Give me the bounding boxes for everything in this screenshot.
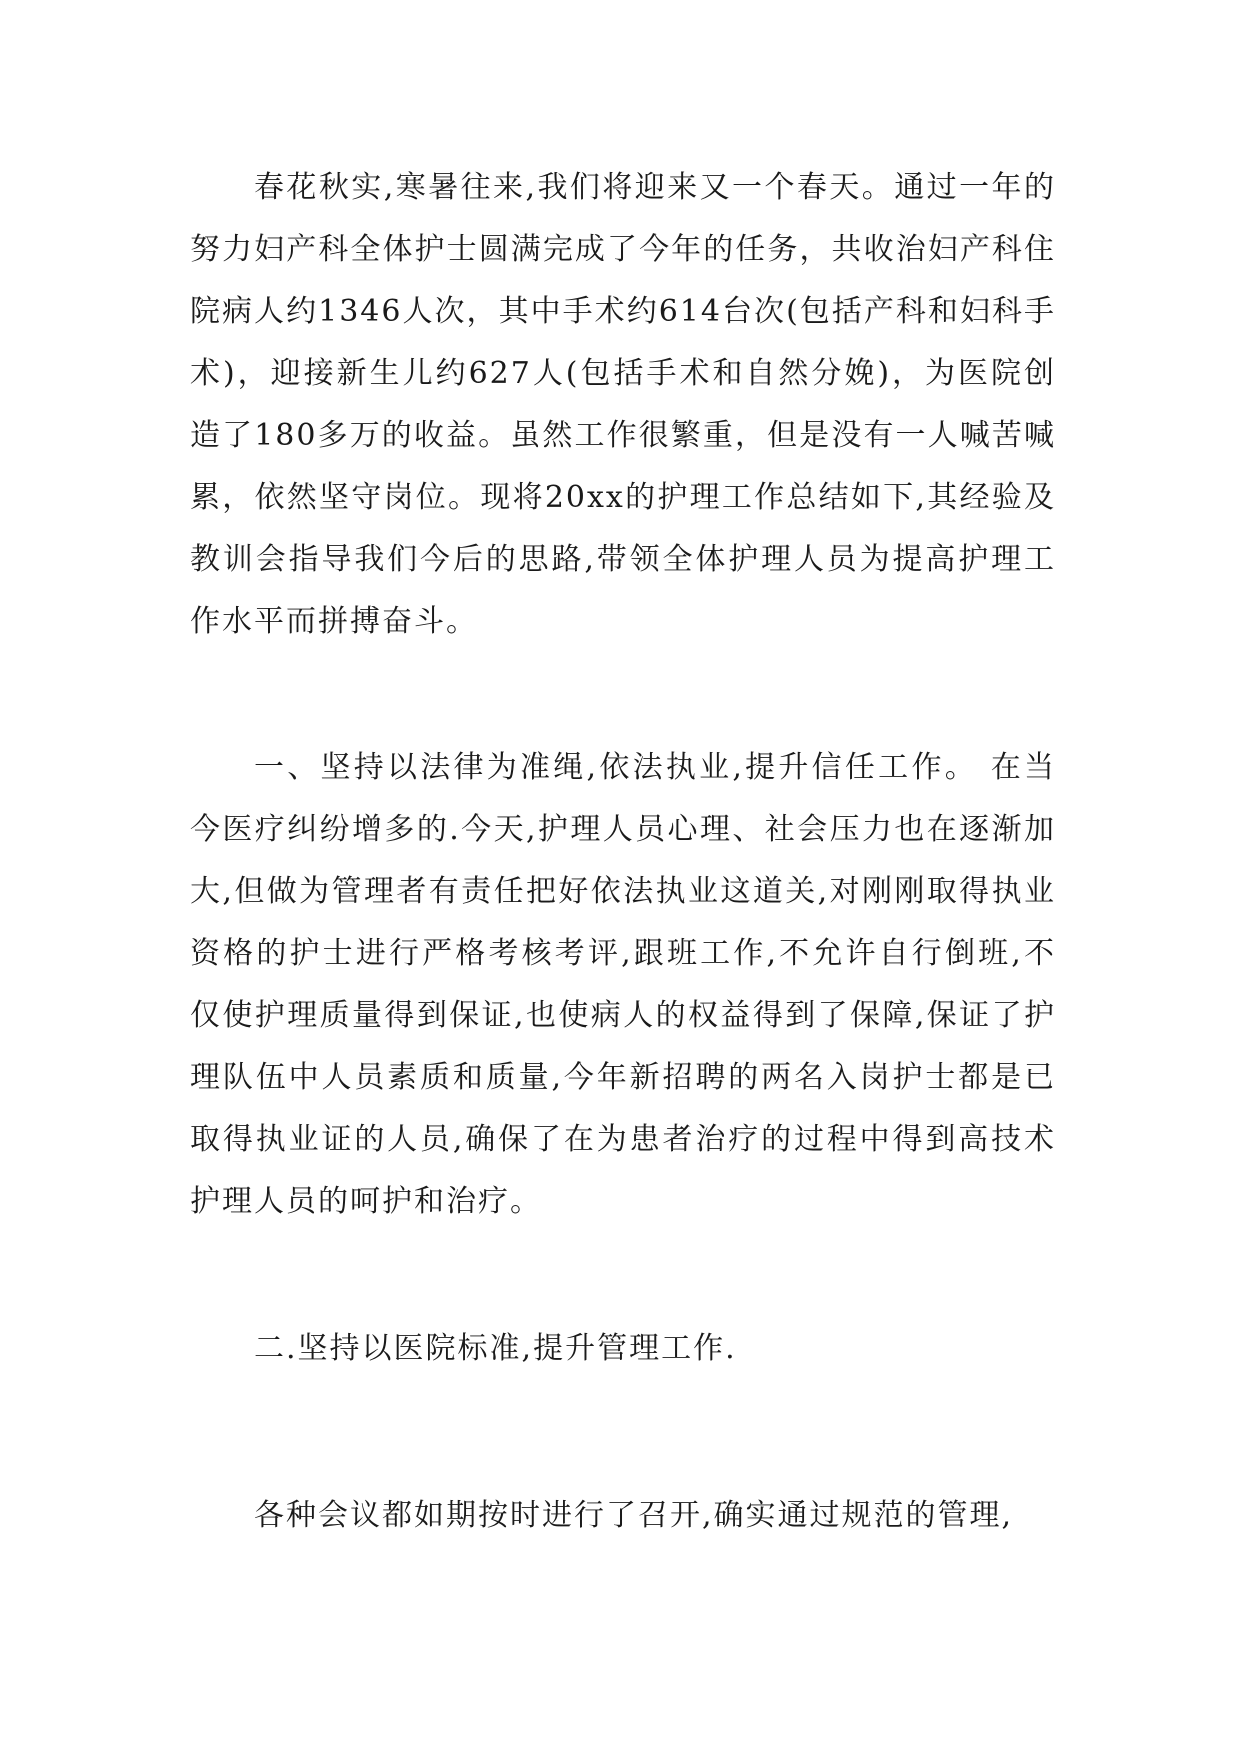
paragraph-section-1: 一、坚持以法律为准绳,依法执业,提升信任工作。 在当今医疗纠纷增多的.今天,护理人员心理、社会压力也在逐渐加大,但做为管理者有责任把好依法执业这道关,对刚刚取得执业资格的护士进行严格考核考评,跟班工作,不允许自行倒班,不仅使护理质量得到保证,也使病人的权益得到了保障,保证了护理队伍中人员素质和质量,今年新招聘的两名入岗护士都是已取得执业证的人员,确保了在为患者治疗的过程中得到高技术护理人员的呵护和治疗。 (190, 750, 1056, 1219)
paragraph-intro: 春花秋实,寒暑往来,我们将迎来又一个春天。通过一年的努力妇产科全体护士圆满完成了今年的任务，共收治妇产科住院病人约1346人次，其中手术约614台次(包括产科和妇科手术)，迎接新生儿约627人(包括手术和自然分娩)，为医院创造了180多万的收益。虽然工作很繁重，但是没有一人喊苦喊累，依然坚守岗位。现将20xx的护理工作总结如下,其经验及教训会指导我们今后的思路,带领全体护理人员为提高护理工作水平而拼搏奋斗。 (190, 170, 1056, 639)
paragraph-section-2: 各种会议都如期按时进行了召开,确实通过规范的管理, (254, 1498, 1014, 1533)
section-heading-2: 二.坚持以医院标准,提升管理工作. (254, 1331, 737, 1366)
